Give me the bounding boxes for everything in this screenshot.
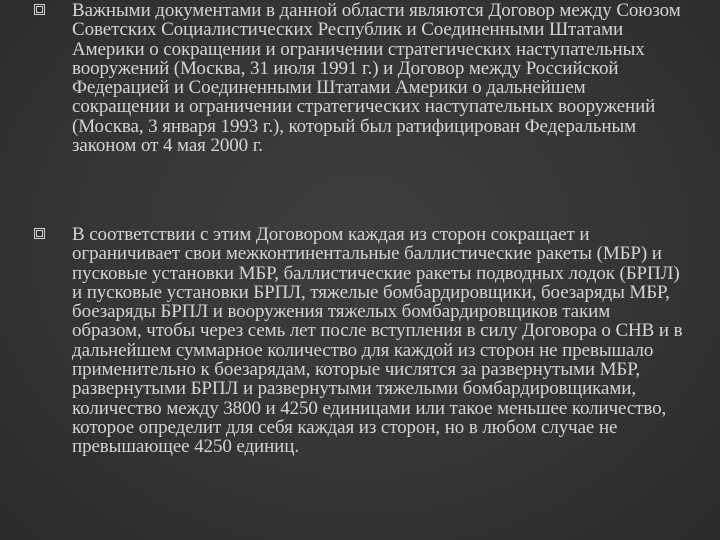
list-item bbox=[34, 1, 684, 155]
bullet-text: Важными документами в данной области являются Договор между Союзом Советских Социалистических Республик и Соединенными Штатами Америки о сокращении и ограничении стратегических наступательных вооружений (Москва, 31 июля 1991 г.) и Договор между Российской Федерацией и Соединенными Штатами Америки о дальнейшем сокращении и ограничении стратегических наступательных вооружений (Москва, 3 января 1993 г.), который был ратифицирован Федеральным законом от 4 мая 2000 г. bbox=[72, 0, 681, 157]
square-bullet-icon bbox=[34, 4, 45, 15]
bullet-text: В соответствии с этим Договором каждая из сторон сокращает и ограничивает свои межконтинентальные баллистические ракеты (МБР) и пусковые установки МБР, баллистические ракеты подводных лодок (БРПЛ) и пусковые установки БРПЛ, тяжелые бомбардировщики, боезаряды МБР, боезаряды БРПЛ и вооружения тяжелых бомбардировщиков таким образом, чтобы через семь лет после вступления в силу Договора о СНВ и в дальнейшем суммарное количество для каждой из сторон не превышало применительно к боезарядам, которые числятся за развернутыми МБР, развернутыми БРПЛ и развернутыми тяжелыми бомбардировщиками, количество между 3800 и 4250 единицами или такое меньшее количество, которое определит для себя каждая из сторон, но в любом случае не превышающее 4250 единиц. bbox=[72, 224, 683, 458]
square-bullet-icon bbox=[34, 228, 45, 239]
list-item bbox=[34, 225, 684, 457]
